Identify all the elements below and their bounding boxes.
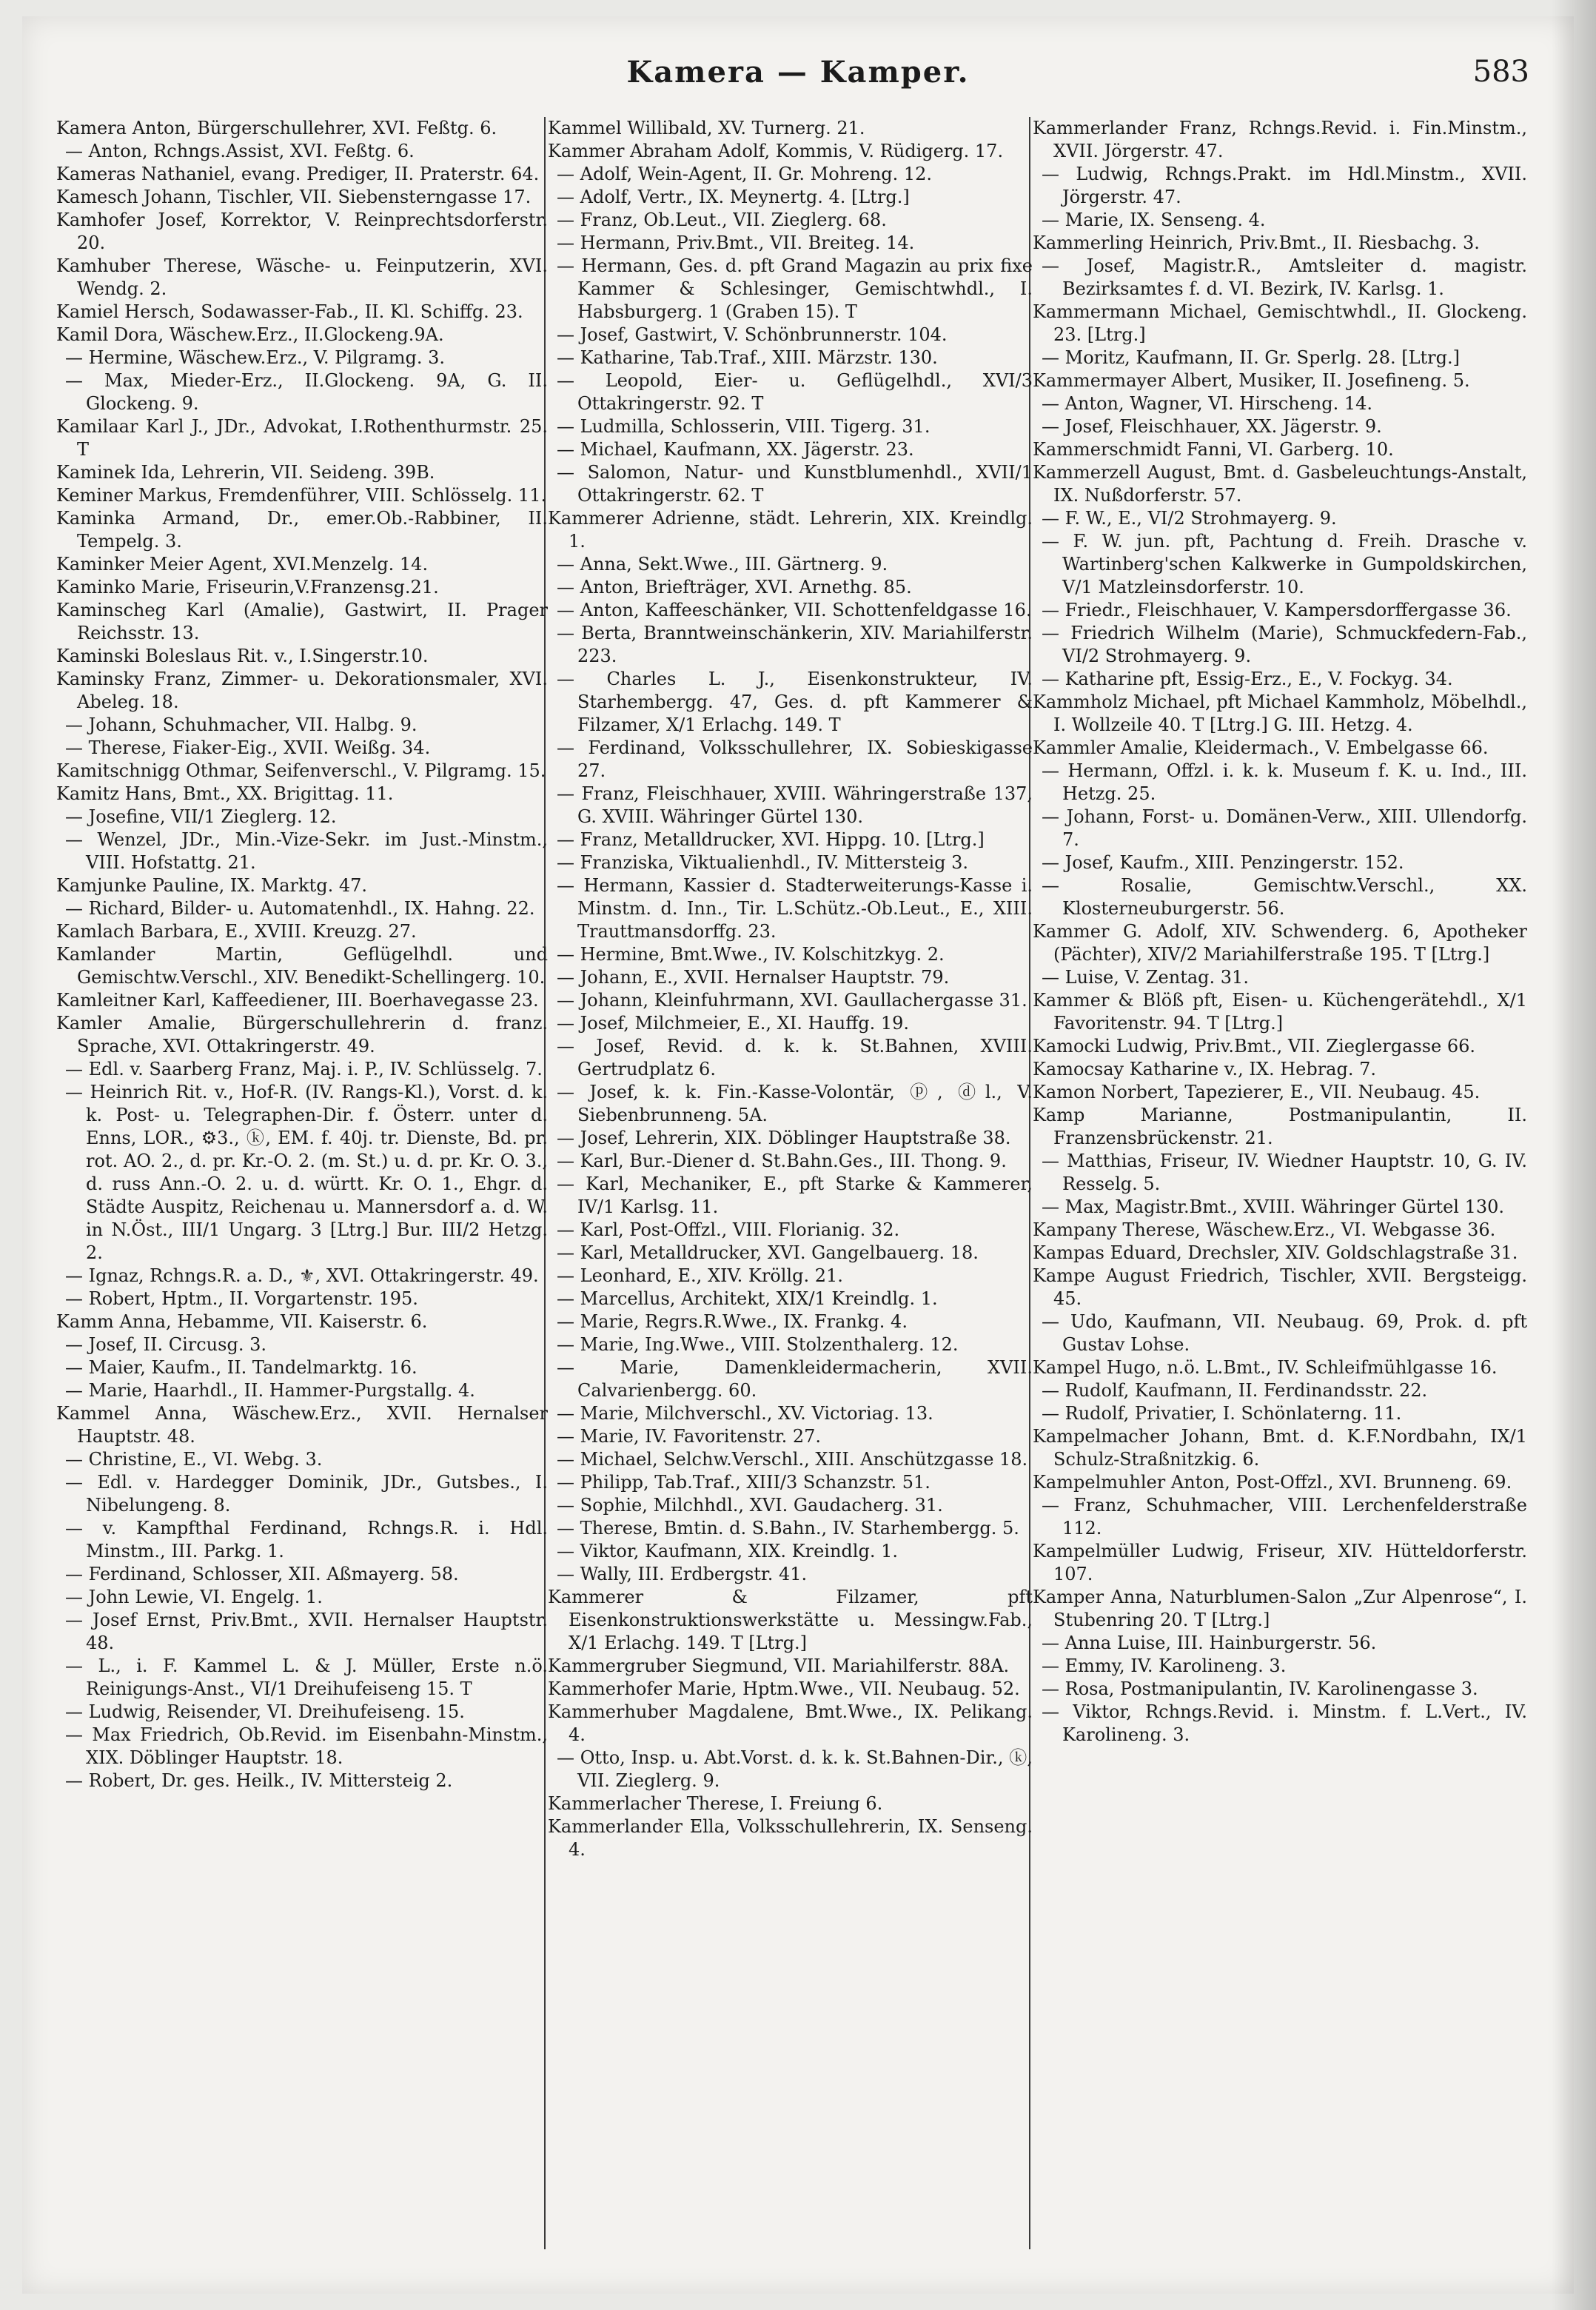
directory-entry: — Moritz, Kaufmann, II. Gr. Sperlg. 28. [Ltrg.] bbox=[1042, 347, 1460, 368]
directory-entry: — Marie, Regrs.R.Wwe., IX. Frankg. 4. bbox=[557, 1311, 908, 1332]
column-1 bbox=[56, 117, 548, 1792]
directory-entry: — Karl, Metalldrucker, XVI. Gangelbauerg. 18. bbox=[557, 1242, 979, 1263]
directory-entry: — Hermine, Bmt.Wwe., IV. Kolschitzkyg. 2. bbox=[557, 944, 945, 965]
directory-entry: — Anton, Wagner, VI. Hirscheng. 14. bbox=[1042, 393, 1373, 414]
directory-entry: — Anton, Briefträger, XVI. Arnethg. 85. bbox=[557, 577, 912, 597]
directory-entry: Kammermann Michael, Gemischtwhdl., II. Glockeng. 23. [Ltrg.] bbox=[1033, 301, 1527, 345]
directory-entry: — Karl, Post-Offzl., VIII. Florianig. 32. bbox=[557, 1219, 900, 1240]
directory-entry: Kamitz Hans, Bmt., XX. Brigittag. 11. bbox=[56, 783, 394, 804]
directory-entry: — Ludwig, Rchngs.Prakt. im Hdl.Minstm., XVII. Jörgerstr. 47. bbox=[1042, 164, 1527, 207]
directory-entry: — Luise, V. Zentag. 31. bbox=[1042, 967, 1249, 988]
directory-entry: Kamiel Hersch, Sodawasser-Fab., II. Kl. Schiffg. 23. bbox=[56, 301, 523, 322]
directory-entry: Kaminek Ida, Lehrerin, VII. Seideng. 39B. bbox=[56, 462, 435, 483]
directory-entry: — Marie, Ing.Wwe., VIII. Stolzenthalerg. 12. bbox=[557, 1334, 959, 1355]
directory-entry: — Josef, Fleischhauer, XX. Jägerstr. 9. bbox=[1042, 416, 1382, 437]
directory-entry: — Viktor, Rchngs.Revid. i. Minstm. f. L.Vert., IV. Karolineng. 3. bbox=[1042, 1701, 1527, 1745]
directory-entry: Kampelmüller Ludwig, Friseur, XIV. Hütteldorferstr. 107. bbox=[1033, 1541, 1527, 1584]
directory-entry: Kamler Amalie, Bürgerschullehrerin d. franz. Sprache, XVI. Ottakringerstr. 49. bbox=[56, 1013, 548, 1057]
directory-entry: — Sophie, Milchhdl., XVI. Gaudacherg. 31. bbox=[557, 1495, 943, 1516]
directory-entry: — Hermann, Offzl. i. k. k. Museum f. K. u. Ind., III. Hetzg. 25. bbox=[1042, 760, 1527, 804]
directory-entry: — Friedrich Wilhelm (Marie), Schmuckfedern-Fab., VI/2 Strohmayerg. 9. bbox=[1042, 623, 1527, 666]
directory-entry: Kaminsky Franz, Zimmer- u. Dekorationsmaler, XVI. Abeleg. 18. bbox=[56, 669, 548, 712]
directory-entry: — Hermine, Wäschew.Erz., V. Pilgramg. 3. bbox=[65, 347, 446, 368]
directory-entry: — Berta, Branntweinschänkerin, XIV. Mariahilferstr. 223. bbox=[557, 623, 1033, 666]
directory-entry: — Karl, Bur.-Diener d. St.Bahn.Ges., III. Thong. 9. bbox=[557, 1151, 1007, 1171]
directory-entry: — John Lewie, VI. Engelg. 1. bbox=[65, 1587, 323, 1607]
directory-entry: Kameras Nathaniel, evang. Prediger, II. Praterstr. 64. bbox=[56, 164, 540, 184]
directory-entry: Kammel Willibald, XV. Turnerg. 21. bbox=[548, 118, 865, 138]
directory-entry: — Adolf, Vertr., IX. Meynertg. 4. [Ltrg.] bbox=[557, 187, 910, 207]
directory-entry: — Emmy, IV. Karolineng. 3. bbox=[1042, 1656, 1287, 1676]
page-number: 583 bbox=[1472, 55, 1529, 89]
directory-entry: — Marie, Milchverschl., XV. Victoriag. 13. bbox=[557, 1403, 933, 1424]
directory-entry: Kamhuber Therese, Wäsche- u. Feinputzerin, XVI. Wendg. 2. bbox=[56, 255, 548, 299]
directory-entry: — Marie, Damenkleidermacherin, XVII. Calvarienbergg. 60. bbox=[557, 1357, 1033, 1401]
directory-entry: — Josef, Lehrerin, XIX. Döblinger Hauptstraße 38. bbox=[557, 1128, 1011, 1148]
column-3 bbox=[1033, 117, 1527, 1747]
directory-entry: — Johann, E., XVII. Hernalser Hauptstr. 79. bbox=[557, 967, 950, 988]
directory-entry: Kamocki Ludwig, Priv.Bmt., VII. Zieglergasse 66. bbox=[1033, 1036, 1476, 1057]
directory-entry: — Rudolf, Kaufmann, II. Ferdinandsstr. 22. bbox=[1042, 1380, 1428, 1401]
directory-entry: Kampe August Friedrich, Tischler, XVII. Bergsteigg. 45. bbox=[1033, 1265, 1527, 1309]
directory-entry: Kampel Hugo, n.ö. L.Bmt., IV. Schleifmühlgasse 16. bbox=[1033, 1357, 1498, 1378]
directory-entry: Kammholz Michael, pft Michael Kammholz, Möbelhdl., I. Wollzeile 40. T [Ltrg.] G. III. Hetzg. 4. bbox=[1033, 692, 1527, 735]
directory-entry: — Heinrich Rit. v., Hof-R. (IV. Rangs-Kl.), Vorst. d. k. k. Post- u. Telegraphen-Dir. f. Österr. unter d. Enns, LOR., ⚙3., ⓚ, EM. f. 40j. tr. Dienste, Bd. pr. rot. AO. 2., d. pr. Kr.-O. 2. (m. St.) u. d. pr. Kr. O. 3., d. russ Ann.-O. 2. u. d. württ. Kr. O. 1., Ehgr. d. Städte Auspitz, Reichenau u. Mannersdorf a. d. W. in N.Öst., III/1 Ungarg. 3 [Ltrg.] Bur. III/2 Hetzg. 2. bbox=[65, 1082, 548, 1263]
directory-entry: Kaminscheg Karl (Amalie), Gastwirt, II. Prager Reichsstr. 13. bbox=[56, 600, 548, 643]
directory-entry: — Johann, Forst- u. Domänen-Verw., XIII. Ullendorfg. 7. bbox=[1042, 806, 1527, 850]
page-edge-shadow bbox=[1552, 0, 1596, 2310]
directory-entry: — Josef, Magistr.R., Amtsleiter d. magistr. Bezirksamtes f. d. VI. Bezirk, IV. Karlsg. 1. bbox=[1042, 255, 1527, 299]
directory-entry: — Christine, E., VI. Webg. 3. bbox=[65, 1449, 323, 1470]
directory-entry: Kammler Amalie, Kleidermach., V. Embelgasse 66. bbox=[1033, 737, 1489, 758]
directory-entry: — Josef, Gastwirt, V. Schönbrunnerstr. 104. bbox=[557, 324, 948, 345]
directory-entry: Kammerlander Franz, Rchngs.Revid. i. Fin.Minstm., XVII. Jörgerstr. 47. bbox=[1033, 118, 1527, 161]
directory-entry: — Marcellus, Architekt, XIX/1 Kreindlg. 1. bbox=[557, 1288, 938, 1309]
directory-entry: — Franz, Fleischhauer, XVIII. Währingerstraße 137, G. XVIII. Währinger Gürtel 130. bbox=[557, 783, 1033, 827]
directory-entry: Kamil Dora, Wäschew.Erz., II.Glockeng.9A. bbox=[56, 324, 444, 345]
directory-entry: — Salomon, Natur- und Kunstblumenhdl., XVII/1 Ottakringerstr. 62. T bbox=[557, 462, 1033, 506]
directory-entry: — Johann, Schuhmacher, VII. Halbg. 9. bbox=[65, 714, 418, 735]
directory-entry: — Johann, Kleinfuhrmann, XVI. Gaullachergasse 31. bbox=[557, 990, 1027, 1011]
directory-entry: — Matthias, Friseur, IV. Wiedner Hauptstr. 10, G. IV. Resselg. 5. bbox=[1042, 1151, 1527, 1194]
directory-entry: — Katharine, Tab.Traf., XIII. Märzstr. 130. bbox=[557, 347, 938, 368]
directory-entry: Kammerhofer Marie, Hptm.Wwe., VII. Neubaug. 52. bbox=[548, 1678, 1020, 1699]
directory-entry: Kamesch Johann, Tischler, VII. Siebensterngasse 17. bbox=[56, 187, 532, 207]
directory-entry: Kammel Anna, Wäschew.Erz., XVII. Hernalser Hauptstr. 48. bbox=[56, 1403, 548, 1447]
directory-entry: Kaminker Meier Agent, XVI.Menzelg. 14. bbox=[56, 554, 429, 575]
directory-entry: — Marie, Haarhdl., II. Hammer-Purgstallg. 4. bbox=[65, 1380, 475, 1401]
directory-entry: — Otto, Insp. u. Abt.Vorst. d. k. k. St.Bahnen-Dir., ⓚ, VII. Zieglerg. 9. bbox=[557, 1747, 1033, 1791]
directory-entry: — Robert, Dr. ges. Heilk., IV. Mittersteig 2. bbox=[65, 1770, 453, 1791]
directory-entry: — Philipp, Tab.Traf., XIII/3 Schanzstr. 51. bbox=[557, 1472, 931, 1493]
directory-entry: Kampelmuhler Anton, Post-Offzl., XVI. Brunneng. 69. bbox=[1033, 1472, 1512, 1493]
directory-entry: — Adolf, Wein-Agent, II. Gr. Mohreng. 12. bbox=[557, 164, 933, 184]
directory-entry: — Hermann, Kassier d. Stadterweiterungs-Kasse i. Minstm. d. Inn., Tir. L.Schütz.-Ob.Leut., E., XIII. Trauttmansdorffg. 23. bbox=[557, 875, 1033, 942]
directory-entry: — Rosalie, Gemischtw.Verschl., XX. Klosterneuburgerstr. 56. bbox=[1042, 875, 1527, 919]
directory-entry: Kammergruber Siegmund, VII. Mariahilferstr. 88A. bbox=[548, 1656, 1010, 1676]
directory-entry: — Rosa, Postmanipulantin, IV. Karolinengasse 3. bbox=[1042, 1678, 1478, 1699]
directory-entry: — Josefine, VII/1 Zieglerg. 12. bbox=[65, 806, 337, 827]
directory-entry: — Max, Mieder-Erz., II.Glockeng. 9A, G. II. Glockeng. 9. bbox=[65, 370, 548, 414]
page-title: Kamera — Kamper. bbox=[626, 55, 970, 90]
directory-entry: — Franz, Metalldrucker, XVI. Hippg. 10. [Ltrg.] bbox=[557, 829, 985, 850]
directory-entry: — Karl, Mechaniker, E., pft Starke & Kammerer, IV/1 Karlsg. 11. bbox=[557, 1174, 1033, 1217]
directory-entry: — Leonhard, E., XIV. Kröllg. 21. bbox=[557, 1265, 843, 1286]
directory-entry: Kammerer Adrienne, städt. Lehrerin, XIX. Kreindlg. 1. bbox=[548, 508, 1033, 552]
directory-entry: — Josef, k. k. Fin.-Kasse-Volontär, ⓟ, ⓓl., V. Siebenbrunneng. 5A. bbox=[557, 1082, 1033, 1125]
directory-entry: — Hermann, Ges. d. pft Grand Magazin au prix fixe Kammer & Schlesinger, Gemischtwhdl., I. Habsburgerg. 1 (Graben 15). T bbox=[557, 255, 1033, 322]
directory-entry: Kamhofer Josef, Korrektor, V. Reinprechtsdorferstr. 20. bbox=[56, 210, 548, 253]
directory-entry: — Edl. v. Hardegger Dominik, JDr., Gutsbes., I. Nibelungeng. 8. bbox=[65, 1472, 548, 1516]
directory-entry: Kaminka Armand, Dr., emer.Ob.-Rabbiner, II. Tempelg. 3. bbox=[56, 508, 548, 552]
directory-entry: — Wally, III. Erdbergstr. 41. bbox=[557, 1564, 808, 1584]
directory-entry: — Josef Ernst, Priv.Bmt., XVII. Hernalser Hauptstr. 48. bbox=[65, 1610, 548, 1653]
directory-entry: Kampany Therese, Wäschew.Erz., VI. Webgasse 36. bbox=[1033, 1219, 1496, 1240]
directory-entry: — v. Kampfthal Ferdinand, Rchngs.R. i. Hdl. Minstm., III. Parkg. 1. bbox=[65, 1518, 548, 1561]
directory-entry: — Michael, Kaufmann, XX. Jägerstr. 23. bbox=[557, 439, 914, 460]
directory-entry: Kammer Abraham Adolf, Kommis, V. Rüdigerg. 17. bbox=[548, 141, 1004, 161]
directory-entry: — Edl. v. Saarberg Franz, Maj. i. P., IV. Schlüsselg. 7. bbox=[65, 1059, 543, 1079]
directory-entry: Kammerhuber Magdalene, Bmt.Wwe., IX. Pelikang. 4. bbox=[548, 1701, 1033, 1745]
directory-entry: — F. W., E., VI/2 Strohmayerg. 9. bbox=[1042, 508, 1337, 529]
directory-entry: Kamitschnigg Othmar, Seifenverschl., V. Pilgramg. 15. bbox=[56, 760, 546, 781]
directory-entry: Kamlander Martin, Geflügelhdl. und Gemischtw.Verschl., XIV. Benedikt-Schellingerg. 10. bbox=[56, 944, 548, 988]
directory-entry: Kamera Anton, Bürgerschullehrer, XVI. Feßtg. 6. bbox=[56, 118, 497, 138]
directory-entry: Kamjunke Pauline, IX. Marktg. 47. bbox=[56, 875, 367, 896]
directory-entry: Kampas Eduard, Drechsler, XIV. Goldschlagstraße 31. bbox=[1033, 1242, 1518, 1263]
directory-entry: — Leopold, Eier- u. Geflügelhdl., XVI/3 Ottakringerstr. 92. T bbox=[557, 370, 1033, 414]
directory-entry: — Franz, Ob.Leut., VII. Zieglerg. 68. bbox=[557, 210, 887, 230]
directory-entry: Kamocsay Katharine v., IX. Hebrag. 7. bbox=[1033, 1059, 1377, 1079]
directory-entry: Keminer Markus, Fremdenführer, VIII. Schlösselg. 11. bbox=[56, 485, 547, 506]
directory-entry: — Ludmilla, Schlosserin, VIII. Tigerg. 31. bbox=[557, 416, 931, 437]
directory-entry: Kamilaar Karl J., JDr., Advokat, I.Rothenthurmstr. 25. T bbox=[56, 416, 548, 460]
directory-entry: Kampelmacher Johann, Bmt. d. K.F.Nordbahn, IX/1 Schulz-Straßnitzkig. 6. bbox=[1033, 1426, 1527, 1470]
running-head bbox=[22, 55, 1574, 99]
directory-entry: — Viktor, Kaufmann, XIX. Kreindlg. 1. bbox=[557, 1541, 898, 1561]
directory-entry: — Katharine pft, Essig-Erz., E., V. Fockyg. 34. bbox=[1042, 669, 1453, 689]
directory-entry: — Richard, Bilder- u. Automatenhdl., IX. Hahng. 22. bbox=[65, 898, 535, 919]
directory-entry: — Ignaz, Rchngs.R. a. D., ⚜, XVI. Ottakringerstr. 49. bbox=[65, 1265, 539, 1286]
directory-page bbox=[22, 16, 1574, 2294]
directory-entry: Kamper Anna, Naturblumen-Salon „Zur Alpenrose“, I. Stubenring 20. T [Ltrg.] bbox=[1033, 1587, 1527, 1630]
directory-entry: — Josef, II. Circusg. 3. bbox=[65, 1334, 266, 1355]
directory-entry: — Max Friedrich, Ob.Revid. im Eisenbahn-Minstm., XIX. Döblinger Hauptstr. 18. bbox=[65, 1724, 548, 1768]
directory-entry: — Josef, Kaufm., XIII. Penzingerstr. 152. bbox=[1042, 852, 1404, 873]
directory-entry: — Therese, Fiaker-Eig., XVII. Weißg. 34. bbox=[65, 737, 431, 758]
directory-entry: Kammerlander Ella, Volksschullehrerin, IX. Senseng. 4. bbox=[548, 1816, 1033, 1860]
directory-entry: Kammerschmidt Fanni, VI. Garberg. 10. bbox=[1033, 439, 1394, 460]
directory-entry: — Therese, Bmtin. d. S.Bahn., IV. Starhembergg. 5. bbox=[557, 1518, 1019, 1539]
directory-entry: — Wenzel, JDr., Min.-Vize-Sekr. im Just.-Minstm., VIII. Hofstattg. 21. bbox=[65, 829, 548, 873]
directory-entry: — L., i. F. Kammel L. & J. Müller, Erste n.ö. Reinigungs-Anst., VI/1 Dreihufeiseng 15. T bbox=[65, 1656, 548, 1699]
directory-entry: Kamm Anna, Hebamme, VII. Kaiserstr. 6. bbox=[56, 1311, 428, 1332]
directory-entry: Kammerer & Filzamer, pft Eisenkonstruktionswerkstätte u. Messingw.Fab., X/1 Erlachg. 149. T [Ltrg.] bbox=[548, 1587, 1033, 1653]
directory-entry: — Franziska, Viktualienhdl., IV. Mittersteig 3. bbox=[557, 852, 969, 873]
directory-entry: — Marie, IX. Senseng. 4. bbox=[1042, 210, 1266, 230]
directory-entry: — Ferdinand, Volksschullehrer, IX. Sobieskigasse 27. bbox=[557, 737, 1033, 781]
directory-entry: Kaminko Marie, Friseurin,V.Franzensg.21. bbox=[56, 577, 439, 597]
directory-entry: — Robert, Hptm., II. Vorgartenstr. 195. bbox=[65, 1288, 418, 1309]
directory-entry: — Ferdinand, Schlosser, XII. Aßmayerg. 58. bbox=[65, 1564, 459, 1584]
directory-entry: — F. W. jun. pft, Pachtung d. Freih. Drasche v. Wartinberg'schen Kalkwerke in Gumpoldskirchen, V/1 Matzleinsdorferstr. 10. bbox=[1042, 531, 1527, 597]
directory-entry: — Anna, Sekt.Wwe., III. Gärtnerg. 9. bbox=[557, 554, 888, 575]
directory-entry: — Anton, Rchngs.Assist, XVI. Feßtg. 6. bbox=[65, 141, 415, 161]
directory-entry: — Anton, Kaffeeschänker, VII. Schottenfeldgasse 16. bbox=[557, 600, 1032, 620]
directory-entry: Kammermayer Albert, Musiker, II. Josefineng. 5. bbox=[1033, 370, 1470, 391]
directory-entry: — Hermann, Priv.Bmt., VII. Breiteg. 14. bbox=[557, 232, 915, 253]
directory-entry: Kamp Marianne, Postmanipulantin, II. Franzensbrückenstr. 21. bbox=[1033, 1105, 1527, 1148]
directory-entry: — Maier, Kaufm., II. Tandelmarktg. 16. bbox=[65, 1357, 418, 1378]
directory-entry: — Franz, Schuhmacher, VIII. Lerchenfelderstraße 112. bbox=[1042, 1495, 1527, 1539]
directory-entry: Kammerling Heinrich, Priv.Bmt., II. Riesbachg. 3. bbox=[1033, 232, 1480, 253]
directory-entry: Kammerzell August, Bmt. d. Gasbeleuchtungs-Anstalt, IX. Nußdorferstr. 57. bbox=[1033, 462, 1527, 506]
directory-entry: Kammerlacher Therese, I. Freiung 6. bbox=[548, 1793, 883, 1814]
directory-entry: Kamleitner Karl, Kaffeediener, III. Boerhavegasse 23. bbox=[56, 990, 539, 1011]
directory-entry: Kammer & Blöß pft, Eisen- u. Küchengerätehdl., X/1 Favoritenstr. 94. T [Ltrg.] bbox=[1033, 990, 1527, 1034]
directory-entry: — Rudolf, Privatier, I. Schönlaterng. 11. bbox=[1042, 1403, 1402, 1424]
directory-entry: — Michael, Selchw.Verschl., XIII. Anschützgasse 18. bbox=[557, 1449, 1028, 1470]
directory-entry: — Ludwig, Reisender, VI. Dreihufeiseng. 15. bbox=[65, 1701, 465, 1722]
column-2 bbox=[548, 117, 1033, 1861]
directory-entry: — Marie, IV. Favoritenstr. 27. bbox=[557, 1426, 822, 1447]
directory-entry: Kamon Norbert, Tapezierer, E., VII. Neubaug. 45. bbox=[1033, 1082, 1481, 1102]
directory-entry: — Charles L. J., Eisenkonstrukteur, IV. Starhembergg. 47, Ges. d. pft Kammerer & Filzamer, X/1 Erlachg. 149. T bbox=[557, 669, 1033, 735]
directory-entry: — Josef, Revid. d. k. k. St.Bahnen, XVIII. Gertrudplatz 6. bbox=[557, 1036, 1033, 1079]
directory-entry: — Max, Magistr.Bmt., XVIII. Währinger Gürtel 130. bbox=[1042, 1196, 1505, 1217]
directory-entry: — Friedr., Fleischhauer, V. Kampersdorffergasse 36. bbox=[1042, 600, 1512, 620]
directory-entry: Kammer G. Adolf, XIV. Schwenderg. 6, Apotheker (Pächter), XIV/2 Mariahilferstraße 195. T [Ltrg.] bbox=[1033, 921, 1527, 965]
directory-entry: — Udo, Kaufmann, VII. Neubaug. 69, Prok. d. pft Gustav Lohse. bbox=[1042, 1311, 1527, 1355]
directory-entry: Kamlach Barbara, E., XVIII. Kreuzg. 27. bbox=[56, 921, 417, 942]
directory-entry: — Josef, Milchmeier, E., XI. Hauffg. 19. bbox=[557, 1013, 910, 1034]
directory-entry: Kaminski Boleslaus Rit. v., I.Singerstr.10. bbox=[56, 646, 429, 666]
directory-entry: — Anna Luise, III. Hainburgerstr. 56. bbox=[1042, 1633, 1377, 1653]
